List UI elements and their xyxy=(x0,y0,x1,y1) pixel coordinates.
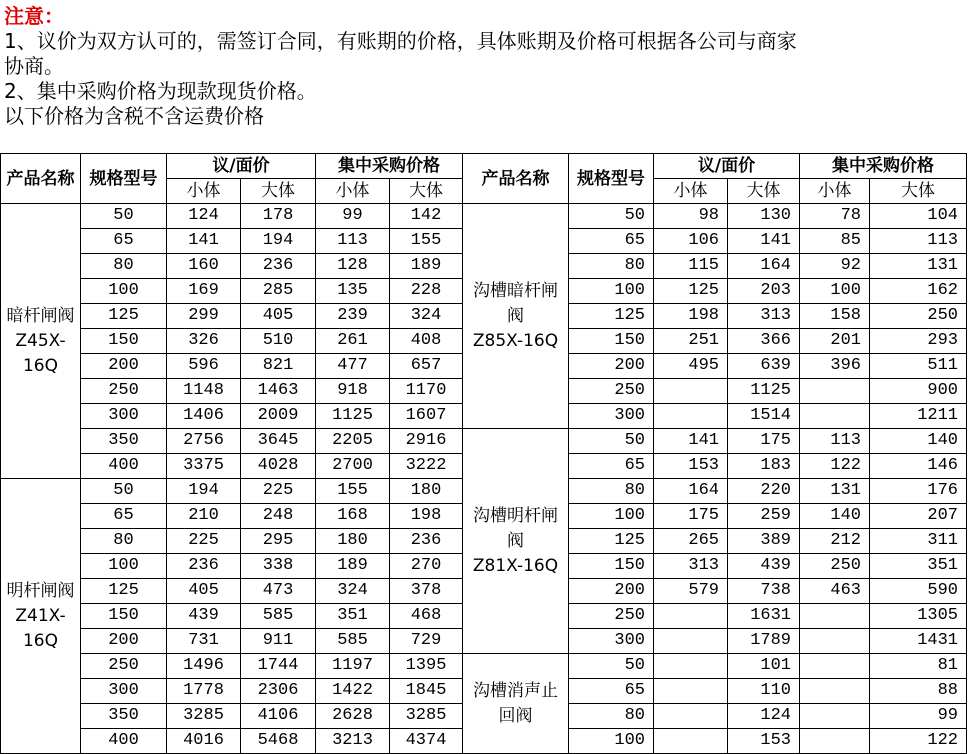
left-small-central-cell: 155 xyxy=(316,479,390,504)
right-large-central-cell: 122 xyxy=(870,729,967,754)
left-small-negotiated-cell: 141 xyxy=(167,229,241,254)
right-large-negotiated-cell: 1631 xyxy=(728,604,800,629)
right-spec-cell: 250 xyxy=(569,604,654,629)
notes-block xyxy=(4,4,966,129)
left-large-negotiated-cell: 4106 xyxy=(241,704,316,729)
left-spec-cell: 400 xyxy=(81,454,167,479)
right-large-negotiated-cell: 1789 xyxy=(728,629,800,654)
right-small-central-cell xyxy=(800,654,870,679)
left-large-negotiated-cell: 911 xyxy=(241,629,316,654)
right-spec-cell: 80 xyxy=(569,704,654,729)
left-large-central-cell: 189 xyxy=(390,254,463,279)
left-large-negotiated-cell: 585 xyxy=(241,604,316,629)
left-large-negotiated-cell: 1744 xyxy=(241,654,316,679)
subheader-small: 小体 xyxy=(167,179,241,204)
left-large-negotiated-cell: 236 xyxy=(241,254,316,279)
right-large-negotiated-cell: 738 xyxy=(728,579,800,604)
left-small-negotiated-cell: 439 xyxy=(167,604,241,629)
left-small-central-cell: 168 xyxy=(316,504,390,529)
right-small-negotiated-cell xyxy=(654,604,728,629)
right-spec-cell: 250 xyxy=(569,379,654,404)
right-large-negotiated-cell: 1125 xyxy=(728,379,800,404)
right-small-central-cell xyxy=(800,629,870,654)
left-spec-cell: 125 xyxy=(81,579,167,604)
right-large-negotiated-cell: 130 xyxy=(728,204,800,229)
right-small-central-cell xyxy=(800,704,870,729)
right-small-negotiated-cell xyxy=(654,704,728,729)
left-large-central-cell: 228 xyxy=(390,279,463,304)
right-spec-cell: 80 xyxy=(569,254,654,279)
right-spec-cell: 125 xyxy=(569,304,654,329)
left-spec-cell: 65 xyxy=(81,504,167,529)
left-large-central-cell: 324 xyxy=(390,304,463,329)
right-small-central-cell: 140 xyxy=(800,504,870,529)
left-small-central-cell: 113 xyxy=(316,229,390,254)
left-large-central-cell: 2916 xyxy=(390,429,463,454)
left-small-central-cell: 261 xyxy=(316,329,390,354)
right-spec-cell: 100 xyxy=(569,279,654,304)
product-name-line: Z85X-16Q xyxy=(472,330,559,351)
right-large-central-cell: 590 xyxy=(870,579,967,604)
right-large-central-cell: 1431 xyxy=(870,629,967,654)
header-central-purchase-price: 集中采购价格 xyxy=(800,154,967,179)
left-small-negotiated-cell: 3285 xyxy=(167,704,241,729)
right-small-central-cell: 463 xyxy=(800,579,870,604)
product-name-line: 阀 xyxy=(507,530,524,551)
product-name-line: 16Q xyxy=(22,630,58,651)
right-small-central-cell: 250 xyxy=(800,554,870,579)
left-spec-cell: 200 xyxy=(81,354,167,379)
right-small-central-cell: 85 xyxy=(800,229,870,254)
right-small-negotiated-cell xyxy=(654,654,728,679)
left-small-central-cell: 1422 xyxy=(316,679,390,704)
right-large-negotiated-cell: 220 xyxy=(728,479,800,504)
right-large-negotiated-cell: 175 xyxy=(728,429,800,454)
right-small-negotiated-cell xyxy=(654,729,728,754)
subheader-large: 大体 xyxy=(870,179,967,204)
right-small-central-cell xyxy=(800,404,870,429)
right-small-central-cell xyxy=(800,379,870,404)
right-large-central-cell: 311 xyxy=(870,529,967,554)
right-small-negotiated-cell: 251 xyxy=(654,329,728,354)
right-large-central-cell: 511 xyxy=(870,354,967,379)
right-spec-cell: 50 xyxy=(569,429,654,454)
right-spec-cell: 300 xyxy=(569,629,654,654)
right-small-negotiated-cell: 125 xyxy=(654,279,728,304)
left-large-negotiated-cell: 405 xyxy=(241,304,316,329)
note-line-1-continued: 协商。 xyxy=(4,54,64,78)
right-large-central-cell: 146 xyxy=(870,454,967,479)
right-spec-cell: 65 xyxy=(569,454,654,479)
product-name-line: 明杆闸阀 xyxy=(6,580,75,601)
left-product-name xyxy=(1,479,81,754)
left-large-central-cell: 729 xyxy=(390,629,463,654)
left-small-central-cell: 2205 xyxy=(316,429,390,454)
right-large-negotiated-cell: 389 xyxy=(728,529,800,554)
left-large-negotiated-cell: 248 xyxy=(241,504,316,529)
left-small-central-cell: 351 xyxy=(316,604,390,629)
left-large-negotiated-cell: 821 xyxy=(241,354,316,379)
left-large-central-cell: 468 xyxy=(390,604,463,629)
right-large-negotiated-cell: 259 xyxy=(728,504,800,529)
left-small-negotiated-cell: 236 xyxy=(167,554,241,579)
left-small-negotiated-cell: 1496 xyxy=(167,654,241,679)
left-spec-cell: 50 xyxy=(81,204,167,229)
left-spec-cell: 300 xyxy=(81,404,167,429)
right-small-central-cell: 396 xyxy=(800,354,870,379)
right-product-name xyxy=(463,654,569,754)
left-small-central-cell: 135 xyxy=(316,279,390,304)
left-spec-cell: 200 xyxy=(81,629,167,654)
right-large-central-cell: 131 xyxy=(870,254,967,279)
left-spec-cell: 350 xyxy=(81,429,167,454)
header-central-purchase-price: 集中采购价格 xyxy=(316,154,463,179)
right-product-name xyxy=(463,429,569,654)
right-large-central-cell: 900 xyxy=(870,379,967,404)
right-small-central-cell xyxy=(800,679,870,704)
price-table-body xyxy=(1,204,967,754)
right-large-negotiated-cell: 203 xyxy=(728,279,800,304)
right-small-central-cell: 201 xyxy=(800,329,870,354)
left-spec-cell: 80 xyxy=(81,529,167,554)
right-product-name xyxy=(463,204,569,429)
left-large-central-cell: 1395 xyxy=(390,654,463,679)
left-large-negotiated-cell: 510 xyxy=(241,329,316,354)
left-small-central-cell: 477 xyxy=(316,354,390,379)
header-product-name: 产品名称 xyxy=(463,154,569,204)
right-large-central-cell: 88 xyxy=(870,679,967,704)
left-large-central-cell: 378 xyxy=(390,579,463,604)
right-spec-cell: 65 xyxy=(569,679,654,704)
product-name-line: 沟槽暗杆闸 xyxy=(473,280,558,301)
left-small-negotiated-cell: 169 xyxy=(167,279,241,304)
left-large-central-cell: 270 xyxy=(390,554,463,579)
right-small-central-cell xyxy=(800,604,870,629)
header-negotiated-price: 议/面价 xyxy=(654,154,800,179)
notes-title: 注意： xyxy=(4,4,64,28)
right-large-central-cell: 176 xyxy=(870,479,967,504)
left-small-central-cell: 585 xyxy=(316,629,390,654)
table-row xyxy=(1,654,967,679)
subheader-small: 小体 xyxy=(800,179,870,204)
product-name-line: 沟槽明杆闸 xyxy=(473,505,558,526)
product-name-line: Z41X- xyxy=(15,605,66,626)
left-large-negotiated-cell: 4028 xyxy=(241,454,316,479)
right-large-central-cell: 1211 xyxy=(870,404,967,429)
header-negotiated-price: 议/面价 xyxy=(167,154,316,179)
right-large-central-cell: 207 xyxy=(870,504,967,529)
left-small-negotiated-cell: 405 xyxy=(167,579,241,604)
left-large-central-cell: 198 xyxy=(390,504,463,529)
subheader-large: 大体 xyxy=(390,179,463,204)
product-name-line: Z81X-16Q xyxy=(472,555,559,576)
right-spec-cell: 150 xyxy=(569,329,654,354)
left-large-central-cell: 3285 xyxy=(390,704,463,729)
right-large-negotiated-cell: 110 xyxy=(728,679,800,704)
left-large-central-cell: 180 xyxy=(390,479,463,504)
left-small-negotiated-cell: 1778 xyxy=(167,679,241,704)
right-small-negotiated-cell xyxy=(654,404,728,429)
left-small-negotiated-cell: 731 xyxy=(167,629,241,654)
right-small-negotiated-cell: 495 xyxy=(654,354,728,379)
header-row xyxy=(1,154,967,179)
right-large-central-cell: 162 xyxy=(870,279,967,304)
right-small-negotiated-cell: 579 xyxy=(654,579,728,604)
right-large-negotiated-cell: 141 xyxy=(728,229,800,254)
left-spec-cell: 250 xyxy=(81,379,167,404)
left-large-negotiated-cell: 338 xyxy=(241,554,316,579)
product-name-line: Z45X- xyxy=(15,330,66,351)
left-small-negotiated-cell: 1148 xyxy=(167,379,241,404)
left-small-central-cell: 918 xyxy=(316,379,390,404)
subheader-small: 小体 xyxy=(316,179,390,204)
left-spec-cell: 300 xyxy=(81,679,167,704)
right-large-central-cell: 113 xyxy=(870,229,967,254)
left-spec-cell: 80 xyxy=(81,254,167,279)
right-spec-cell: 50 xyxy=(569,654,654,679)
right-spec-cell: 200 xyxy=(569,354,654,379)
left-small-central-cell: 180 xyxy=(316,529,390,554)
right-small-negotiated-cell: 164 xyxy=(654,479,728,504)
left-large-negotiated-cell: 295 xyxy=(241,529,316,554)
right-large-negotiated-cell: 164 xyxy=(728,254,800,279)
left-small-negotiated-cell: 124 xyxy=(167,204,241,229)
right-large-negotiated-cell: 639 xyxy=(728,354,800,379)
right-small-central-cell: 78 xyxy=(800,204,870,229)
right-small-negotiated-cell xyxy=(654,629,728,654)
right-large-negotiated-cell: 439 xyxy=(728,554,800,579)
right-large-central-cell: 351 xyxy=(870,554,967,579)
right-spec-cell: 65 xyxy=(569,229,654,254)
left-small-central-cell: 239 xyxy=(316,304,390,329)
left-spec-cell: 65 xyxy=(81,229,167,254)
right-large-negotiated-cell: 124 xyxy=(728,704,800,729)
right-small-negotiated-cell: 198 xyxy=(654,304,728,329)
right-small-negotiated-cell: 153 xyxy=(654,454,728,479)
right-small-negotiated-cell: 115 xyxy=(654,254,728,279)
left-large-negotiated-cell: 2306 xyxy=(241,679,316,704)
right-spec-cell: 300 xyxy=(569,404,654,429)
right-large-negotiated-cell: 101 xyxy=(728,654,800,679)
left-small-negotiated-cell: 596 xyxy=(167,354,241,379)
header-spec: 规格型号 xyxy=(81,154,167,204)
right-small-central-cell: 100 xyxy=(800,279,870,304)
left-small-negotiated-cell: 194 xyxy=(167,479,241,504)
left-small-negotiated-cell: 210 xyxy=(167,504,241,529)
right-small-negotiated-cell: 106 xyxy=(654,229,728,254)
right-small-central-cell: 92 xyxy=(800,254,870,279)
left-small-central-cell: 99 xyxy=(316,204,390,229)
right-large-negotiated-cell: 1514 xyxy=(728,404,800,429)
product-name-line: 暗杆闸阀 xyxy=(6,305,75,326)
left-small-central-cell: 324 xyxy=(316,579,390,604)
left-small-negotiated-cell: 2756 xyxy=(167,429,241,454)
right-spec-cell: 50 xyxy=(569,204,654,229)
right-large-central-cell: 81 xyxy=(870,654,967,679)
left-large-negotiated-cell: 178 xyxy=(241,204,316,229)
right-large-negotiated-cell: 183 xyxy=(728,454,800,479)
left-large-central-cell: 1170 xyxy=(390,379,463,404)
right-spec-cell: 150 xyxy=(569,554,654,579)
left-small-negotiated-cell: 326 xyxy=(167,329,241,354)
right-large-central-cell: 1305 xyxy=(870,604,967,629)
left-spec-cell: 150 xyxy=(81,329,167,354)
right-large-central-cell: 293 xyxy=(870,329,967,354)
left-large-central-cell: 408 xyxy=(390,329,463,354)
right-spec-cell: 125 xyxy=(569,529,654,554)
left-large-central-cell: 4374 xyxy=(390,729,463,754)
note-line-2: 2、集中采购价格为现款现货价格。 xyxy=(4,79,317,103)
left-large-negotiated-cell: 285 xyxy=(241,279,316,304)
product-name-line: 阀 xyxy=(507,305,524,326)
subheader-large: 大体 xyxy=(241,179,316,204)
left-large-negotiated-cell: 194 xyxy=(241,229,316,254)
right-small-central-cell: 158 xyxy=(800,304,870,329)
left-large-central-cell: 3222 xyxy=(390,454,463,479)
left-small-negotiated-cell: 225 xyxy=(167,529,241,554)
right-large-central-cell: 250 xyxy=(870,304,967,329)
right-small-negotiated-cell: 98 xyxy=(654,204,728,229)
right-small-central-cell: 131 xyxy=(800,479,870,504)
left-small-negotiated-cell: 160 xyxy=(167,254,241,279)
left-small-negotiated-cell: 4016 xyxy=(167,729,241,754)
right-spec-cell: 100 xyxy=(569,729,654,754)
left-large-negotiated-cell: 2009 xyxy=(241,404,316,429)
right-large-negotiated-cell: 313 xyxy=(728,304,800,329)
right-small-negotiated-cell xyxy=(654,679,728,704)
right-spec-cell: 80 xyxy=(569,479,654,504)
left-large-central-cell: 142 xyxy=(390,204,463,229)
right-large-negotiated-cell: 153 xyxy=(728,729,800,754)
header-spec: 规格型号 xyxy=(569,154,654,204)
right-large-central-cell: 99 xyxy=(870,704,967,729)
left-large-negotiated-cell: 5468 xyxy=(241,729,316,754)
right-small-negotiated-cell: 313 xyxy=(654,554,728,579)
right-small-central-cell: 122 xyxy=(800,454,870,479)
left-spec-cell: 250 xyxy=(81,654,167,679)
left-large-negotiated-cell: 473 xyxy=(241,579,316,604)
left-large-central-cell: 657 xyxy=(390,354,463,379)
left-spec-cell: 100 xyxy=(81,279,167,304)
left-small-central-cell: 2700 xyxy=(316,454,390,479)
table-row xyxy=(1,429,967,454)
left-large-negotiated-cell: 1463 xyxy=(241,379,316,404)
subheader-large: 大体 xyxy=(728,179,800,204)
product-name-line: 沟槽消声止 xyxy=(473,680,558,701)
header-product-name: 产品名称 xyxy=(1,154,81,204)
left-small-central-cell: 1197 xyxy=(316,654,390,679)
left-spec-cell: 150 xyxy=(81,604,167,629)
left-spec-cell: 350 xyxy=(81,704,167,729)
right-large-negotiated-cell: 366 xyxy=(728,329,800,354)
left-small-negotiated-cell: 3375 xyxy=(167,454,241,479)
right-spec-cell: 100 xyxy=(569,504,654,529)
right-large-central-cell: 104 xyxy=(870,204,967,229)
table-row xyxy=(1,204,967,229)
left-large-central-cell: 155 xyxy=(390,229,463,254)
left-small-central-cell: 3213 xyxy=(316,729,390,754)
left-small-negotiated-cell: 1406 xyxy=(167,404,241,429)
right-small-negotiated-cell: 175 xyxy=(654,504,728,529)
note-line-1: 1、议价为双方认可的，需签订合同，有账期的价格，具体账期及价格可根据各公司与商家 xyxy=(4,29,797,53)
right-small-negotiated-cell xyxy=(654,379,728,404)
left-small-central-cell: 128 xyxy=(316,254,390,279)
right-small-negotiated-cell: 265 xyxy=(654,529,728,554)
left-small-negotiated-cell: 299 xyxy=(167,304,241,329)
right-small-central-cell xyxy=(800,729,870,754)
right-small-negotiated-cell: 141 xyxy=(654,429,728,454)
note-line-3: 以下价格为含税不含运费价格 xyxy=(4,104,264,128)
left-large-negotiated-cell: 3645 xyxy=(241,429,316,454)
left-large-central-cell: 236 xyxy=(390,529,463,554)
left-spec-cell: 50 xyxy=(81,479,167,504)
right-small-central-cell: 113 xyxy=(800,429,870,454)
left-spec-cell: 100 xyxy=(81,554,167,579)
left-small-central-cell: 2628 xyxy=(316,704,390,729)
product-name-line: 16Q xyxy=(22,355,58,376)
left-small-central-cell: 189 xyxy=(316,554,390,579)
product-name-line: 回阀 xyxy=(498,705,533,726)
left-large-central-cell: 1607 xyxy=(390,404,463,429)
right-small-central-cell: 212 xyxy=(800,529,870,554)
subheader-small: 小体 xyxy=(654,179,728,204)
left-product-name xyxy=(1,204,81,479)
left-large-central-cell: 1845 xyxy=(390,679,463,704)
left-spec-cell: 125 xyxy=(81,304,167,329)
right-large-central-cell: 140 xyxy=(870,429,967,454)
right-spec-cell: 200 xyxy=(569,579,654,604)
left-small-central-cell: 1125 xyxy=(316,404,390,429)
left-large-negotiated-cell: 225 xyxy=(241,479,316,504)
price-table xyxy=(0,153,967,754)
left-spec-cell: 400 xyxy=(81,729,167,754)
